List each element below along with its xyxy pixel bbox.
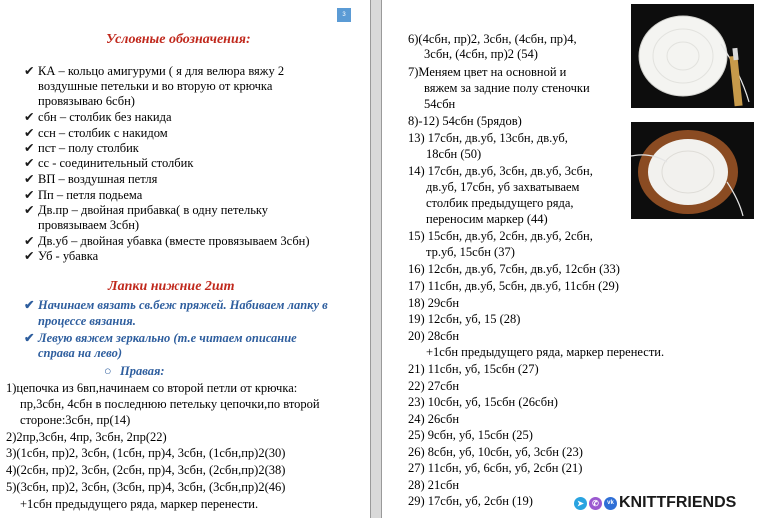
check-icon: ✔ [24,126,35,140]
pattern-row: 13) 17сбн, дв.уб, 13сбн, дв.уб, [408,131,568,145]
check-icon: ✔ [24,234,35,248]
pattern-row: 15) 15сбн, дв.уб, 2сбн, дв.уб, 2сбн, [408,229,593,243]
telegram-icon: ➤ [574,497,587,510]
legend-line: ВП – воздушная петля [38,172,158,186]
pattern-row: +1сбн предыдущего ряда, маркер перенести. [426,345,665,359]
pattern-row: вяжем за задние полу стеночки [424,81,590,95]
pattern-row: 5)(3сбн, пр)2, 3сбн, (3сбн, пр)4, 3сбн, (3сбн,пр)2(46) [6,480,286,494]
check-icon: ✔ [24,172,35,186]
pattern-row: столбик предыдущего ряда, [426,196,574,210]
legend-line: Дв.пр – двойная прибавка( в одну петельку [38,203,269,217]
pattern-row: 7)Меняем цвет на основной и [408,65,567,79]
check-icon: ✔ [24,156,35,170]
pattern-row: 3)(1сбн, пр)2, 3сбн, (1сбн, пр)4, 3сбн, (1сбн,пр)2(30) [6,446,286,460]
watermark-text: KNITTFRIENDS [619,494,737,511]
pattern-row: 14) 17сбн, дв.уб, 3сбн, дв.уб, 3сбн, [408,164,593,178]
check-icon: ✔ [24,64,35,78]
pattern-row: пр,3сбн, 4сбн в последнюю петельку цепочки,по второй [20,397,320,411]
legend-line: воздушные петельки и во вторую от крючка [38,79,273,93]
pattern-row: 23) 10сбн, уб, 15сбн (26сбн) [408,395,558,409]
circle-bullet-icon: ○ [104,364,112,378]
pattern-row: 19) 12сбн, уб, 15 (28) [408,312,521,326]
pattern-row: 1)цепочка из 6вп,начинаем со второй петли от крючка: [6,381,298,395]
page-number-badge: 3 [337,8,351,22]
pattern-row: 29) 17сбн, уб, 2сбн (19) [408,494,533,508]
note-line: Начинаем вязать св.беж пряжей. Набиваем лапку в [38,298,328,312]
note-line: Левую вяжем зеркально (т.е читаем описание [38,331,297,345]
pattern-row: 21) 11сбн, уб, 15сбн (27) [408,362,539,376]
pattern-row: переносим маркер (44) [426,212,548,226]
legend-line: КА – кольцо амигуруми ( я для велюра вяжу 2 [38,64,285,78]
check-icon: ✔ [24,141,35,155]
pattern-row: 18сбн (50) [426,147,482,161]
pattern-row: дв.уб, 17сбн, уб захватываем [426,180,580,194]
check-icon: ✔ [24,298,35,312]
legend-title: Условные обозначения: [106,32,251,47]
pattern-row: 27) 11сбн, уб, 6сбн, уб, 2сбн (21) [408,461,583,475]
pattern-row: 24) 26сбн [408,412,460,426]
check-icon: ✔ [24,331,35,345]
pattern-row: 16) 12сбн, дв.уб, 7сбн, дв.уб, 12сбн (33) [408,262,620,276]
pattern-row: 4)(2сбн, пр)2, 3сбн, (2сбн, пр)4, 3сбн, (2сбн,пр)2(38) [6,463,286,477]
note-line: справа на лево) [38,346,122,360]
pattern-row: 25) 9сбн, уб, 15сбн (25) [408,428,533,442]
pattern-row: стороне:3сбн, пр(14) [20,413,131,427]
legend-line: провязываем 3сбн) [38,218,140,232]
crochet-photo-brown-border [631,122,754,219]
vk-icon: vk [604,497,617,510]
pattern-row: 26) 8сбн, уб, 10сбн, уб, 3сбн (23) [408,445,583,459]
viber-icon: ✆ [589,497,602,510]
pattern-row: 20) 28сбн [408,329,460,343]
pattern-row: 17) 11сбн, дв.уб, 5сбн, дв.уб, 11сбн (29) [408,279,619,293]
section-title: Лапки нижние 2шт [108,279,235,294]
knittfriends-logo [574,493,736,513]
legend-line: провязываю 6сбн) [38,94,135,108]
legend-line: сбн – столбик без накида [38,110,172,124]
pattern-row: 6)(4сбн, пр)2, 3сбн, (4сбн, пр)4, [408,32,577,46]
sub-title: Правая: [120,364,165,378]
legend-line: Уб - убавка [38,249,99,263]
pattern-row: 18) 29сбн [408,296,460,310]
legend-line: ссн – столбик с накидом [38,126,168,140]
check-icon: ✔ [24,188,35,202]
check-icon: ✔ [24,203,35,217]
legend-line: сс - соединительный столбик [38,156,194,170]
pattern-row: 54сбн [424,97,456,111]
pattern-row: 2)2пр,3сбн, 4пр, 3сбн, 2пр(22) [6,430,167,444]
legend-line: Дв.уб – двойная убавка (вместе провязываем 3сбн) [38,234,310,248]
page-gutter [370,0,382,518]
pattern-row: 3сбн, (4сбн, пр)2 (54) [424,47,538,61]
pattern-row: 28) 21сбн [408,478,460,492]
pattern-row: тр.уб, 15сбн (37) [426,245,515,259]
right-page [382,0,765,518]
pattern-row: 22) 27сбн [408,379,460,393]
pattern-row: 8)-12) 54сбн (5рядов) [408,114,522,128]
left-page [0,0,370,518]
legend-line: Пп – петля подьема [38,188,143,202]
check-icon: ✔ [24,249,35,263]
pattern-row: +1сбн предыдущего ряда, маркер перенести. [20,497,259,511]
check-icon: ✔ [24,110,35,124]
legend-line: пст – полу столбик [38,141,139,155]
crochet-photo-white-oval [631,4,754,108]
note-line: процессе вязания. [38,314,136,328]
